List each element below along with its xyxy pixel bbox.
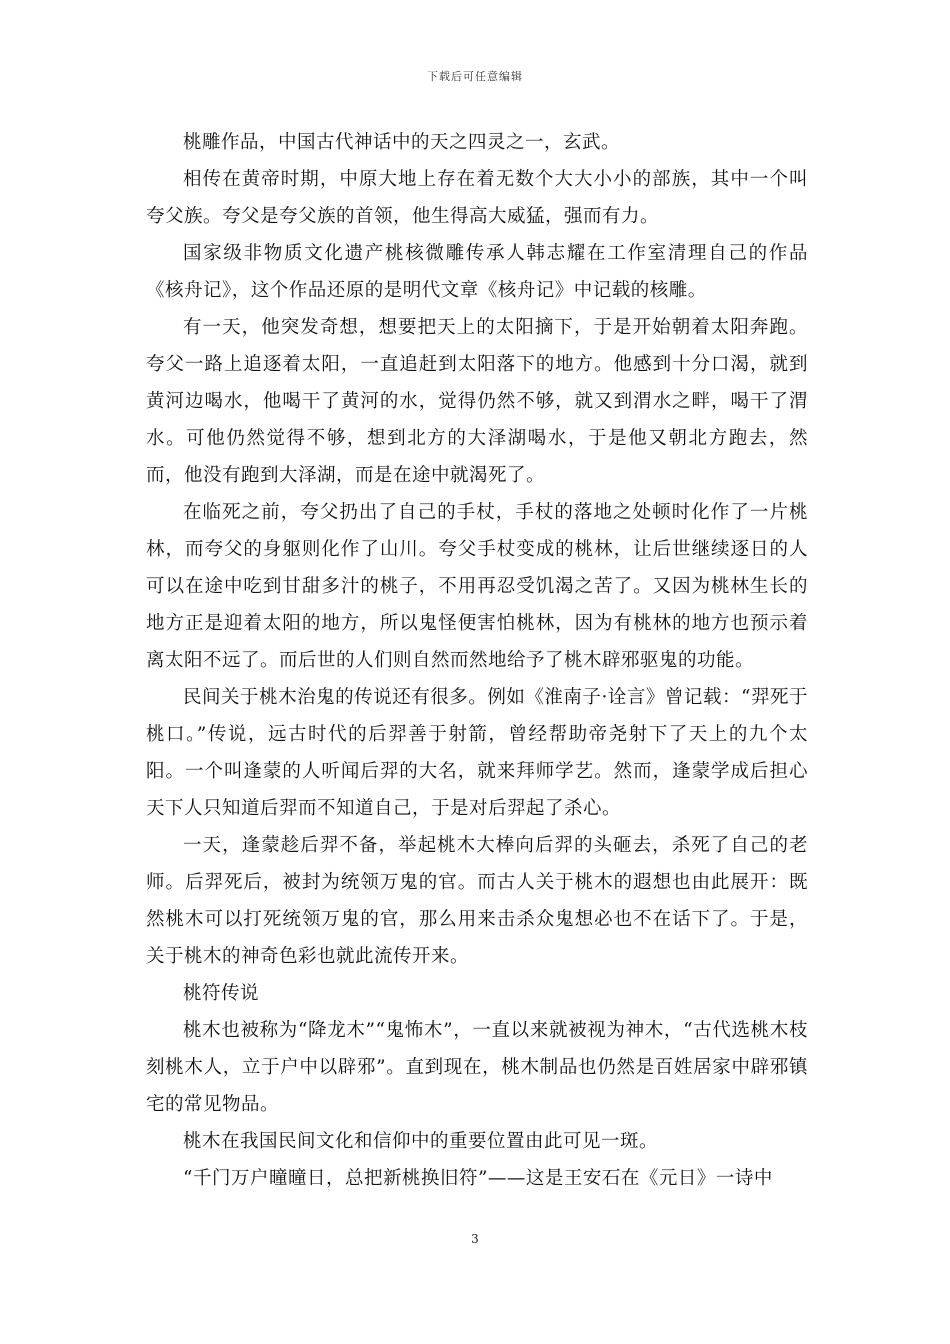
- document-body: [146, 124, 808, 1197]
- page-header: 下载后可任意编辑: [427, 70, 523, 83]
- paragraph-1: 桃雕作品，中国古代神话中的天之四灵之一，玄武。: [183, 132, 621, 153]
- paragraph-4: 有一天，他突发奇想，想要把天上的太阳摘下，于是开始朝着太阳奔跑。夸父一路上追逐着太阳，一直追赶到太阳落下的地方。他感到十分口渴，就到黄河边喝水，他喝干了黄河的水，觉得仍然不够，就又到渭水之畔，喝干了渭水。可他仍然觉得不够，想到北方的大泽湖喝水，于是他又朝北方跑去，然而，他没有跑到大泽湖，而是在途中就渴死了。: [146, 317, 808, 486]
- paragraph-9: 桃木在我国民间文化和信仰中的重要位置由此可见一斑。: [183, 1131, 659, 1152]
- paragraph-5: 在临死之前，夸父扔出了自己的手杖，手杖的落地之处顿时化作了一片桃林，而夸父的身躯则化作了山川。夸父手杖变成的桃林，让后世继续逐日的人可以在途中吃到甘甜多汁的桃子，不用再忍受饥渴之苦了。又因为桃林生长的地方正是迎着太阳的地方，所以鬼怪便害怕桃林，因为有桃林的地方也预示着离太阳不远了。而后世的人们则自然而然地给予了桃木辟邪驱鬼的功能。: [146, 502, 808, 671]
- page-number: 3: [471, 1232, 479, 1246]
- paragraph-3: 国家级非物质文化遗产桃核微雕传承人韩志耀在工作室清理自己的作品《核舟记》，这个作品还原的是明代文章《核舟记》中记载的核雕。: [146, 243, 808, 301]
- paragraph-2: 相传在黄帝时期，中原大地上存在着无数个大大小小的部族，其中一个叫夸父族。夸父是夸父族的首领，他生得高大威猛，强而有力。: [146, 169, 808, 227]
- section-heading: 桃符传说: [183, 983, 260, 1004]
- paragraph-7: 一天，逢蒙趁后羿不备，举起桃木大棒向后羿的头砸去，杀死了自己的老师。后羿死后，被封为统领万鬼的官。而古人关于桃木的遐想也由此展开：既然桃木可以打死统领万鬼的官，那么用来击杀众鬼想必也不在话下了。于是，关于桃木的神奇色彩也就此流传开来。: [146, 835, 808, 967]
- paragraph-10: “千门万户曈曈日，总把新桃换旧符”——这是王安石在《元日》一诗中: [183, 1168, 773, 1189]
- paragraph-8: 桃木也被称为“降龙木”“鬼怖木”，一直以来就被视为神木，“古代选桃木枝刻桃木人，立于户中以辟邪”。直到现在，桃木制品也仍然是百姓居家中辟邪镇宅的常见物品。: [146, 1020, 808, 1115]
- paragraph-6: 民间关于桃木治鬼的传说还有很多。例如《淮南子·诠言》曾记载：“羿死于桃口。”传说，远古时代的后羿善于射箭，曾经帮助帝尧射下了天上的九个太阳。一个叫逢蒙的人听闻后羿的大名，就来拜师学艺。然而，逢蒙学成后担心天下人只知道后羿而不知道自己，于是对后羿起了杀心。: [146, 687, 808, 819]
